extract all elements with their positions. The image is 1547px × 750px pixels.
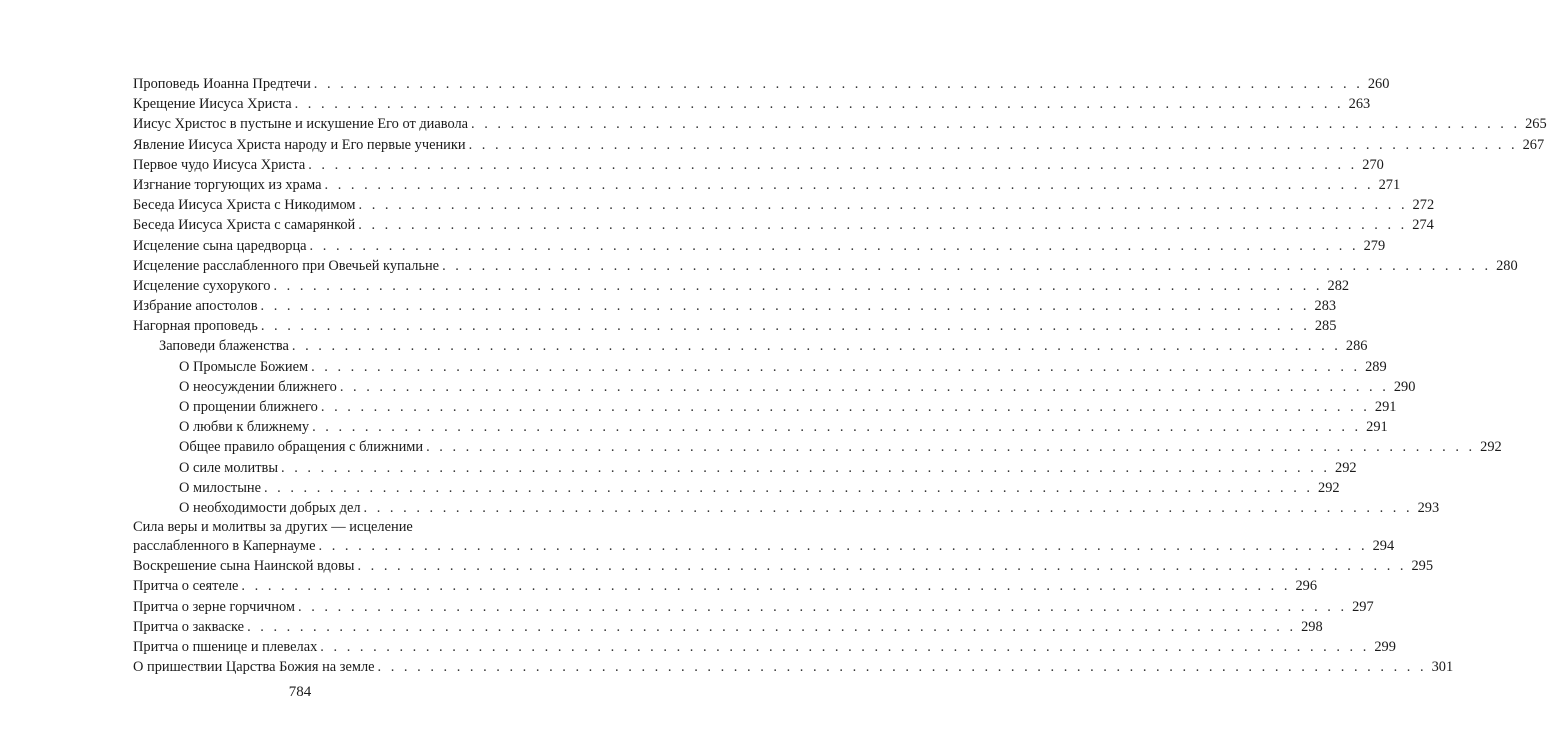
- toc-entry-page: 272: [1412, 197, 1435, 214]
- toc-entry: [133, 336, 1368, 356]
- toc-entry-title-line1: Сила веры и молитвы за других — исцеление: [133, 519, 413, 536]
- toc-entry-title: Притча о зерне горчичном: [133, 598, 296, 615]
- dot-leader: . . . . . . . . . . . . . . . . . . . . . . . . . . . . . . . . . . . . . . . . . . . . . . . . . . . . . . . . . . . . . . . . . . . . . . . . . . . . . . . .: [363, 499, 1413, 516]
- toc-entry: [133, 215, 1434, 235]
- toc-entry-title: Исцеление расслабленного при Овечьей купальне: [133, 257, 440, 274]
- toc-entry: [133, 556, 1434, 576]
- dot-leader: . . . . . . . . . . . . . . . . . . . . . . . . . . . . . . . . . . . . . . . . . . . . . . . . . . . . . . . . . . . . . . . . . . . . . . . . . . . . . . . .: [308, 156, 1358, 173]
- toc-entry-page: 298: [1301, 618, 1323, 635]
- dot-leader: . . . . . . . . . . . . . . . . . . . . . . . . . . . . . . . . . . . . . . . . . . . . . . . . . . . . . . . . . . . . . . . . . . . . . . . . . . . . . . . .: [241, 578, 1291, 595]
- dot-leader: . . . . . . . . . . . . . . . . . . . . . . . . . . . . . . . . . . . . . . . . . . . . . . . . . . . . . . . . . . . . . . . . . . . . . . . . . . . . . . . .: [358, 197, 1408, 214]
- toc-entry: [133, 617, 1323, 637]
- dot-leader: . . . . . . . . . . . . . . . . . . . . . . . . . . . . . . . . . . . . . . . . . . . . . . . . . . . . . . . . . . . . . . . . . . . . . . . . . . . . . . . .: [339, 378, 1389, 395]
- toc-entry-title: расслабленного в Капернауме: [133, 537, 316, 554]
- toc-entry-title: Изгнание торгующих из храма: [133, 176, 322, 193]
- dot-leader: . . . . . . . . . . . . . . . . . . . . . . . . . . . . . . . . . . . . . . . . . . . . . . . . . . . . . . . . . . . . . . . . . . . . . . . . . . . . . . . .: [281, 459, 1331, 476]
- dot-leader: . . . . . . . . . . . . . . . . . . . . . . . . . . . . . . . . . . . . . . . . . . . . . . . . . . . . . . . . . . . . . . . . . . . . . . . . . . . . . . . .: [471, 116, 1521, 133]
- toc-entry-title: Первое чудо Иисуса Христа: [133, 156, 306, 173]
- toc-entry-page: 274: [1412, 217, 1434, 234]
- dot-leader: . . . . . . . . . . . . . . . . . . . . . . . . . . . . . . . . . . . . . . . . . . . . . . . . . . . . . . . . . . . . . . . . . . . . . . . . . . . . . . . .: [313, 76, 1363, 92]
- toc-entry-title: О необходимости добрых дел: [179, 499, 361, 516]
- toc-entry: [133, 316, 1337, 336]
- toc-entry-title: Исцеление сына царедворца: [133, 237, 307, 254]
- toc-entry-page: 291: [1374, 399, 1397, 415]
- toc-entry: [133, 377, 1416, 397]
- toc-entry: [133, 478, 1340, 498]
- page-number: 784: [288, 684, 312, 700]
- dot-leader: . . . . . . . . . . . . . . . . . . . . . . . . . . . . . . . . . . . . . . . . . . . . . . . . . . . . . . . . . . . . . . . . . . . . . . . . . . . . . . . .: [260, 298, 1310, 315]
- toc-entry-title: О силе молитвы: [179, 459, 278, 476]
- toc-entry-page: 280: [1496, 257, 1518, 274]
- toc-entry: [133, 417, 1388, 437]
- dot-leader: . . . . . . . . . . . . . . . . . . . . . . . . . . . . . . . . . . . . . . . . . . . . . . . . . . . . . . . . . . . . . . . . . . . . . . . . . . . . . . . .: [357, 558, 1407, 575]
- dot-leader: . . . . . . . . . . . . . . . . . . . . . . . . . . . . . . . . . . . . . . . . . . . . . . . . . . . . . . . . . . . . . . . . . . . . . . . . . . . . . . . .: [312, 419, 1362, 436]
- toc-entry-title: О любви к ближнему: [179, 419, 310, 436]
- toc-entry-title: О пришествии Царства Божия на земле: [133, 659, 375, 676]
- toc-entry-page: 292: [1335, 459, 1357, 476]
- toc-entry-title: Исцеление сухорукого: [133, 277, 271, 294]
- toc-entry-title: О милостыне: [179, 479, 261, 496]
- dot-leader: . . . . . . . . . . . . . . . . . . . . . . . . . . . . . . . . . . . . . . . . . . . . . . . . . . . . . . . . . . . . . . . . . . . . . . . . . . . . . . . .: [324, 176, 1374, 193]
- toc-entry-title: Крещение Иисуса Христа: [133, 96, 292, 113]
- dot-leader: . . . . . . . . . . . . . . . . . . . . . . . . . . . . . . . . . . . . . . . . . . . . . . . . . . . . . . . . . . . . . . . . . . . . . . . . . . . . . . . .: [247, 618, 1297, 635]
- toc-entry-page: 292: [1318, 479, 1340, 496]
- dot-leader: . . . . . . . . . . . . . . . . . . . . . . . . . . . . . . . . . . . . . . . . . . . . . . . . . . . . . . . . . . . . . . . . . . . . . . . . . . . . . . . .: [358, 217, 1408, 234]
- toc-entry: [133, 437, 1502, 457]
- toc-entry: [133, 74, 1390, 94]
- toc-entry-title: Беседа Иисуса Христа с самарянкой: [133, 217, 356, 234]
- toc-entry: [133, 498, 1440, 518]
- toc-entry: [133, 276, 1350, 296]
- toc-entry-title: О неосуждении ближнего: [179, 378, 337, 395]
- dot-leader: . . . . . . . . . . . . . . . . . . . . . . . . . . . . . . . . . . . . . . . . . . . . . . . . . . . . . . . . . . . . . . . . . . . . . . . . . . . . . . . .: [320, 399, 1370, 415]
- toc-entry-title: О прощении ближнего: [179, 399, 318, 415]
- toc-entry-page: 265: [1525, 116, 1547, 133]
- dot-leader: . . . . . . . . . . . . . . . . . . . . . . . . . . . . . . . . . . . . . . . . . . . . . . . . . . . . . . . . . . . . . . . . . . . . . . . . . . . . . . . .: [294, 96, 1344, 113]
- toc-entry-page: 263: [1348, 96, 1371, 113]
- toc-entry: [133, 597, 1374, 617]
- toc-entry-page: 293: [1417, 499, 1440, 516]
- toc-entry: [133, 637, 1396, 657]
- dot-leader: . . . . . . . . . . . . . . . . . . . . . . . . . . . . . . . . . . . . . . . . . . . . . . . . . . . . . . . . . . . . . . . . . . . . . . . . . . . . . . . .: [291, 338, 1341, 355]
- toc-entry: [133, 518, 1395, 556]
- toc-entry: [133, 657, 1454, 677]
- dot-leader: . . . . . . . . . . . . . . . . . . . . . . . . . . . . . . . . . . . . . . . . . . . . . . . . . . . . . . . . . . . . . . . . . . . . . . . . . . . . . . . .: [260, 318, 1310, 335]
- toc-entry-page: 291: [1366, 419, 1388, 436]
- dot-leader: . . . . . . . . . . . . . . . . . . . . . . . . . . . . . . . . . . . . . . . . . . . . . . . . . . . . . . . . . . . . . . . . . . . . . . . . . . . . . . . .: [377, 659, 1427, 676]
- toc-entry-page: 283: [1314, 298, 1337, 315]
- dot-leader: . . . . . . . . . . . . . . . . . . . . . . . . . . . . . . . . . . . . . . . . . . . . . . . . . . . . . . . . . . . . . . . . . . . . . . . . . . . . . . . .: [426, 439, 1476, 456]
- toc-entry-page: 295: [1411, 558, 1434, 575]
- toc-entry-page: 292: [1480, 439, 1502, 456]
- toc-entry-page: 260: [1367, 76, 1390, 92]
- toc-entry-page: 294: [1372, 537, 1395, 554]
- toc-entry-page: 290: [1393, 378, 1416, 395]
- toc-entry: [133, 94, 1371, 114]
- toc-entry: [133, 357, 1387, 377]
- dot-leader: . . . . . . . . . . . . . . . . . . . . . . . . . . . . . . . . . . . . . . . . . . . . . . . . . . . . . . . . . . . . . . . . . . . . . . . . . . . . . . . .: [309, 237, 1359, 254]
- toc-entry-title: Заповеди блаженства: [159, 338, 289, 355]
- toc-entry: [133, 236, 1386, 256]
- toc-entry-title: Притча о закваске: [133, 618, 245, 635]
- toc-entry-page: 297: [1352, 598, 1374, 615]
- toc-entry-page: 301: [1431, 659, 1454, 676]
- dot-leader: . . . . . . . . . . . . . . . . . . . . . . . . . . . . . . . . . . . . . . . . . . . . . . . . . . . . . . . . . . . . . . . . . . . . . . . . . . . . . . . .: [320, 638, 1370, 655]
- toc-entry-title: Притча о сеятеле: [133, 578, 239, 595]
- toc-entry-title: Общее правило обращения с ближними: [179, 439, 424, 456]
- toc-entry-page: 285: [1314, 318, 1337, 335]
- dot-leader: . . . . . . . . . . . . . . . . . . . . . . . . . . . . . . . . . . . . . . . . . . . . . . . . . . . . . . . . . . . . . . . . . . . . . . . . . . . . . . . .: [263, 479, 1313, 496]
- toc-entry-title: Явление Иисуса Христа народу и Его первые ученики: [133, 136, 466, 153]
- toc-entry-page: 270: [1362, 156, 1384, 173]
- toc-entry-page: 282: [1327, 277, 1350, 294]
- toc-entry: [133, 397, 1397, 417]
- toc-entry: [133, 576, 1318, 596]
- dot-leader: . . . . . . . . . . . . . . . . . . . . . . . . . . . . . . . . . . . . . . . . . . . . . . . . . . . . . . . . . . . . . . . . . . . . . . . . . . . . . . . .: [298, 598, 1348, 615]
- toc-entry: [133, 155, 1384, 175]
- dot-leader: . . . . . . . . . . . . . . . . . . . . . . . . . . . . . . . . . . . . . . . . . . . . . . . . . . . . . . . . . . . . . . . . . . . . . . . . . . . . . . . .: [468, 136, 1518, 153]
- toc-entry: [133, 175, 1401, 195]
- toc-entry-page: 299: [1374, 638, 1396, 655]
- toc-entry-title: Нагорная проповедь: [133, 318, 258, 335]
- toc-entry: [133, 195, 1435, 215]
- toc-entry-title: Беседа Иисуса Христа с Никодимом: [133, 197, 356, 214]
- dot-leader: . . . . . . . . . . . . . . . . . . . . . . . . . . . . . . . . . . . . . . . . . . . . . . . . . . . . . . . . . . . . . . . . . . . . . . . . . . . . . . . .: [318, 537, 1368, 554]
- dot-leader: . . . . . . . . . . . . . . . . . . . . . . . . . . . . . . . . . . . . . . . . . . . . . . . . . . . . . . . . . . . . . . . . . . . . . . . . . . . . . . . .: [273, 277, 1323, 294]
- toc-entry-page: 279: [1363, 237, 1386, 254]
- toc-entry: [133, 458, 1357, 478]
- table-of-contents: [133, 74, 1547, 677]
- toc-entry-title: Избрание апостолов: [133, 298, 258, 315]
- toc-entry-page: 289: [1365, 358, 1387, 375]
- toc-entry-page: 267: [1522, 136, 1545, 153]
- toc-entry-page: 296: [1295, 578, 1318, 595]
- dot-leader: . . . . . . . . . . . . . . . . . . . . . . . . . . . . . . . . . . . . . . . . . . . . . . . . . . . . . . . . . . . . . . . . . . . . . . . . . . . . . . . .: [311, 358, 1361, 375]
- dot-leader: . . . . . . . . . . . . . . . . . . . . . . . . . . . . . . . . . . . . . . . . . . . . . . . . . . . . . . . . . . . . . . . . . . . . . . . . . . . . . . . .: [442, 257, 1492, 274]
- toc-entry: [133, 256, 1518, 276]
- toc-entry-title: Воскрешение сына Наинской вдовы: [133, 558, 355, 575]
- toc-entry-title: Проповедь Иоанна Предтечи: [133, 76, 311, 92]
- toc-entry: [133, 114, 1547, 134]
- toc-entry: [133, 296, 1337, 316]
- toc-entry-page: 286: [1345, 338, 1368, 355]
- toc-entry-title: О Промысле Божием: [179, 358, 309, 375]
- toc-entry-title: Иисус Христос в пустыне и искушение Его от диавола: [133, 116, 469, 133]
- toc-entry-title: Притча о пшенице и плевелах: [133, 638, 318, 655]
- toc-entry-page: 271: [1378, 176, 1401, 193]
- toc-entry: [133, 135, 1545, 155]
